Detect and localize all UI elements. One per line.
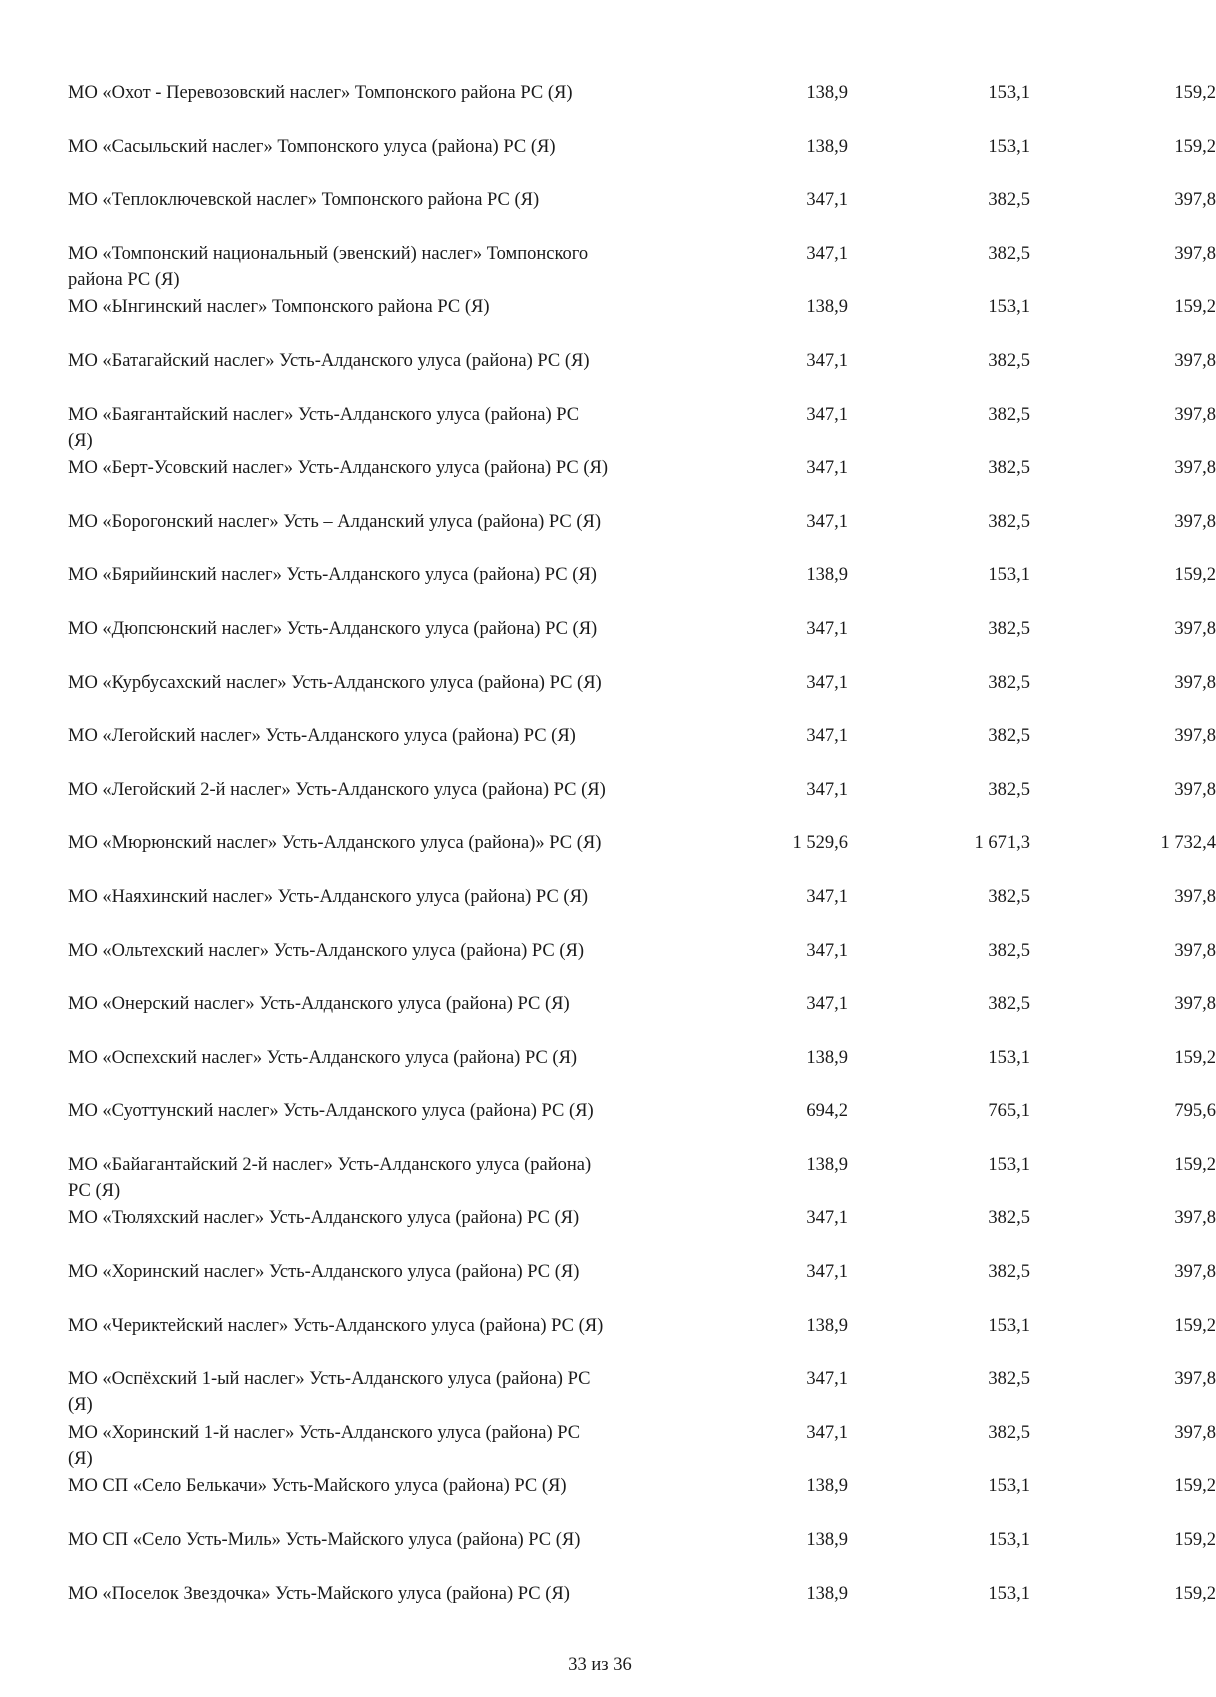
municipality-name: МО «Оспёхский 1-ый наслег» Усть-Алданского улуса (района) РС (Я) bbox=[68, 1369, 591, 1416]
value-cell-2: 382,5 bbox=[988, 190, 1030, 211]
municipality-name: МО «Онерский наслег» Усть-Алданского улуса (района) РС (Я) bbox=[68, 994, 570, 1015]
value-cell-2: 382,5 bbox=[988, 1369, 1030, 1390]
table-row bbox=[68, 241, 1216, 295]
value-cell-2: 382,5 bbox=[988, 1262, 1030, 1283]
value-cell-3: 397,8 bbox=[1174, 458, 1216, 479]
value-cell-3: 159,2 bbox=[1174, 1154, 1216, 1175]
municipality-name: МО «Ынгинский наслег» Томпонского района РС (Я) bbox=[68, 297, 490, 318]
municipality-name: МО «Легойский 2-й наслег» Усть-Алданского улуса (района) РС (Я) bbox=[68, 779, 606, 800]
value-cell-1: 138,9 bbox=[806, 1315, 848, 1336]
value-cell-3: 159,2 bbox=[1174, 1583, 1216, 1604]
value-cell-3: 159,2 bbox=[1174, 1530, 1216, 1551]
value-cell-2: 153,1 bbox=[988, 297, 1030, 318]
table-row bbox=[68, 1473, 1216, 1527]
table-row bbox=[68, 938, 1216, 992]
value-cell-1: 138,9 bbox=[806, 1476, 848, 1497]
table-row bbox=[68, 884, 1216, 938]
value-cell-2: 382,5 bbox=[988, 511, 1030, 532]
value-cell-1: 347,1 bbox=[806, 940, 848, 961]
municipality-name: МО «Теплоключевской наслег» Томпонского района РС (Я) bbox=[68, 190, 540, 211]
value-cell-1: 694,2 bbox=[806, 1101, 848, 1122]
value-cell-3: 159,2 bbox=[1174, 136, 1216, 157]
value-cell-1: 347,1 bbox=[806, 458, 848, 479]
value-cell-3: 795,6 bbox=[1174, 1101, 1216, 1122]
value-cell-1: 347,1 bbox=[806, 1208, 848, 1229]
value-cell-2: 382,5 bbox=[988, 243, 1030, 264]
municipality-name: МО СП «Село Белькачи» Усть-Майского улуса (района) РС (Я) bbox=[68, 1476, 567, 1497]
value-cell-1: 347,1 bbox=[806, 404, 848, 425]
table-row bbox=[68, 294, 1216, 348]
municipality-name: МО «Батагайский наслег» Усть-Алданского улуса (района) РС (Я) bbox=[68, 350, 590, 371]
table-row bbox=[68, 134, 1216, 188]
table-row bbox=[68, 1527, 1216, 1581]
municipality-name: МО СП «Село Усть-Миль» Усть-Майского улуса (района) РС (Я) bbox=[68, 1530, 581, 1551]
value-cell-3: 397,8 bbox=[1174, 1262, 1216, 1283]
value-cell-2: 382,5 bbox=[988, 994, 1030, 1015]
municipality-name: МО «Легойский наслег» Усть-Алданского улуса (района) РС (Я) bbox=[68, 726, 576, 747]
value-cell-2: 382,5 bbox=[988, 1422, 1030, 1443]
value-cell-2: 765,1 bbox=[988, 1101, 1030, 1122]
municipality-name: МО «Поселок Звездочка» Усть-Майского улуса (района) РС (Я) bbox=[68, 1583, 570, 1604]
value-cell-2: 153,1 bbox=[988, 565, 1030, 586]
municipality-name: МО «Хоринский наслег» Усть-Алданского улуса (района) РС (Я) bbox=[68, 1262, 580, 1283]
municipality-name: МО «Томпонский национальный (эвенский) наслег» Томпонского района РС (Я) bbox=[68, 243, 589, 290]
value-cell-3: 397,8 bbox=[1174, 511, 1216, 532]
value-cell-1: 347,1 bbox=[806, 994, 848, 1015]
table-row bbox=[68, 1581, 1216, 1635]
table-row bbox=[68, 616, 1216, 670]
value-cell-2: 153,1 bbox=[988, 1476, 1030, 1497]
municipality-name: МО «Сасыльский наслег» Томпонского улуса (района) РС (Я) bbox=[68, 136, 556, 157]
value-cell-3: 397,8 bbox=[1174, 672, 1216, 693]
value-cell-3: 397,8 bbox=[1174, 886, 1216, 907]
municipality-name: МО «Хоринский 1-й наслег» Усть-Алданского улуса (района) РС (Я) bbox=[68, 1422, 581, 1469]
municipality-name: МО «Оспехский наслег» Усть-Алданского улуса (района) РС (Я) bbox=[68, 1047, 578, 1068]
value-cell-1: 347,1 bbox=[806, 726, 848, 747]
table-row bbox=[68, 1259, 1216, 1313]
value-cell-2: 382,5 bbox=[988, 404, 1030, 425]
value-cell-2: 153,1 bbox=[988, 1583, 1030, 1604]
value-cell-3: 397,8 bbox=[1174, 1369, 1216, 1390]
value-cell-1: 347,1 bbox=[806, 886, 848, 907]
value-cell-1: 1 529,6 bbox=[792, 833, 848, 854]
value-cell-3: 397,8 bbox=[1174, 994, 1216, 1015]
value-cell-1: 138,9 bbox=[806, 1154, 848, 1175]
value-cell-3: 159,2 bbox=[1174, 1315, 1216, 1336]
table-row bbox=[68, 991, 1216, 1045]
value-cell-2: 382,5 bbox=[988, 886, 1030, 907]
value-cell-3: 397,8 bbox=[1174, 940, 1216, 961]
value-cell-1: 347,1 bbox=[806, 618, 848, 639]
table-row bbox=[68, 670, 1216, 724]
value-cell-3: 397,8 bbox=[1174, 190, 1216, 211]
value-cell-1: 347,1 bbox=[806, 243, 848, 264]
value-cell-2: 382,5 bbox=[988, 618, 1030, 639]
value-cell-3: 397,8 bbox=[1174, 1208, 1216, 1229]
value-cell-2: 382,5 bbox=[988, 350, 1030, 371]
value-cell-3: 397,8 bbox=[1174, 404, 1216, 425]
value-cell-3: 397,8 bbox=[1174, 618, 1216, 639]
table-row bbox=[68, 777, 1216, 831]
table-row bbox=[68, 1313, 1216, 1367]
table-row bbox=[68, 723, 1216, 777]
value-cell-2: 153,1 bbox=[988, 1315, 1030, 1336]
value-cell-3: 159,2 bbox=[1174, 297, 1216, 318]
table-row bbox=[68, 1045, 1216, 1099]
table-body bbox=[68, 80, 1216, 1634]
table-row bbox=[68, 80, 1216, 134]
table-row bbox=[68, 562, 1216, 616]
value-cell-3: 159,2 bbox=[1174, 1476, 1216, 1497]
table-row bbox=[68, 1098, 1216, 1152]
page-number: 33 из 36 bbox=[568, 1655, 632, 1675]
municipality-name: МО «Чериктейский наслег» Усть-Алданского улуса (района) РС (Я) bbox=[68, 1315, 604, 1336]
table-row bbox=[68, 1205, 1216, 1259]
municipality-name: МО «Наяхинский наслег» Усть-Алданского улуса (района) РС (Я) bbox=[68, 886, 589, 907]
value-cell-1: 347,1 bbox=[806, 1422, 848, 1443]
value-cell-3: 397,8 bbox=[1174, 243, 1216, 264]
table-row bbox=[68, 509, 1216, 563]
table-row bbox=[68, 1420, 1216, 1474]
table-row bbox=[68, 187, 1216, 241]
value-cell-3: 159,2 bbox=[1174, 565, 1216, 586]
value-cell-1: 138,9 bbox=[806, 136, 848, 157]
municipality-name: МО «Байагантайский 2-й наслег» Усть-Алданского улуса (района) РС (Я) bbox=[68, 1154, 592, 1201]
value-cell-2: 382,5 bbox=[988, 940, 1030, 961]
value-cell-2: 382,5 bbox=[988, 1208, 1030, 1229]
value-cell-1: 138,9 bbox=[806, 1583, 848, 1604]
value-cell-1: 347,1 bbox=[806, 672, 848, 693]
table-row bbox=[68, 1152, 1216, 1206]
value-cell-1: 347,1 bbox=[806, 1369, 848, 1390]
value-cell-1: 138,9 bbox=[806, 565, 848, 586]
value-cell-3: 397,8 bbox=[1174, 726, 1216, 747]
value-cell-2: 382,5 bbox=[988, 726, 1030, 747]
value-cell-3: 159,2 bbox=[1174, 83, 1216, 103]
value-cell-3: 397,8 bbox=[1174, 350, 1216, 371]
value-cell-1: 347,1 bbox=[806, 190, 848, 211]
value-cell-1: 347,1 bbox=[806, 1262, 848, 1283]
municipality-name: МО «Бярийинский наслег» Усть-Алданского улуса (района) РС (Я) bbox=[68, 565, 597, 586]
value-cell-3: 397,8 bbox=[1174, 1422, 1216, 1443]
value-cell-2: 382,5 bbox=[988, 672, 1030, 693]
value-cell-3: 159,2 bbox=[1174, 1047, 1216, 1068]
value-cell-1: 347,1 bbox=[806, 511, 848, 532]
table-row bbox=[68, 455, 1216, 509]
municipality-name: МО «Тюляхский наслег» Усть-Алданского улуса (района) РС (Я) bbox=[68, 1208, 580, 1229]
value-cell-1: 138,9 bbox=[806, 1530, 848, 1551]
municipality-name: МО «Курбусахский наслег» Усть-Алданского улуса (района) РС (Я) bbox=[68, 672, 602, 693]
value-cell-2: 153,1 bbox=[988, 136, 1030, 157]
table-row bbox=[68, 402, 1216, 456]
value-cell-3: 1 732,4 bbox=[1160, 833, 1216, 854]
value-cell-2: 1 671,3 bbox=[974, 833, 1030, 854]
value-cell-2: 382,5 bbox=[988, 458, 1030, 479]
table-row bbox=[68, 1366, 1216, 1420]
value-cell-1: 138,9 bbox=[806, 297, 848, 318]
value-cell-2: 382,5 bbox=[988, 779, 1030, 800]
municipality-name: МО «Ольтехский наслег» Усть-Алданского улуса (района) РС (Я) bbox=[68, 940, 585, 961]
municipality-name: МО «Мюрюнский наслег» Усть-Алданского улуса (района)» РС (Я) bbox=[68, 833, 602, 854]
municipality-name: МО «Охот - Перевозовский наслег» Томпонского района РС (Я) bbox=[68, 83, 573, 103]
municipality-name: МО «Берт-Усовский наслег» Усть-Алданского улуса (района) РС (Я) bbox=[68, 458, 608, 479]
value-cell-2: 153,1 bbox=[988, 83, 1030, 103]
municipality-name: МО «Дюпсюнский наслег» Усть-Алданского улуса (района) РС (Я) bbox=[68, 618, 598, 639]
table-row bbox=[68, 830, 1216, 884]
value-cell-2: 153,1 bbox=[988, 1047, 1030, 1068]
value-cell-1: 347,1 bbox=[806, 350, 848, 371]
municipality-name: МО «Суоттунский наслег» Усть-Алданского улуса (района) РС (Я) bbox=[68, 1101, 594, 1122]
value-cell-3: 397,8 bbox=[1174, 779, 1216, 800]
municipality-name: МО «Баягантайский наслег» Усть-Алданского улуса (района) РС (Я) bbox=[68, 404, 580, 451]
value-cell-1: 347,1 bbox=[806, 779, 848, 800]
value-cell-1: 138,9 bbox=[806, 83, 848, 103]
value-cell-1: 138,9 bbox=[806, 1047, 848, 1068]
municipality-name: МО «Борогонский наслег» Усть – Алданский улуса (района) РС (Я) bbox=[68, 511, 602, 532]
table-row bbox=[68, 348, 1216, 402]
value-cell-2: 153,1 bbox=[988, 1530, 1030, 1551]
value-cell-2: 153,1 bbox=[988, 1154, 1030, 1175]
